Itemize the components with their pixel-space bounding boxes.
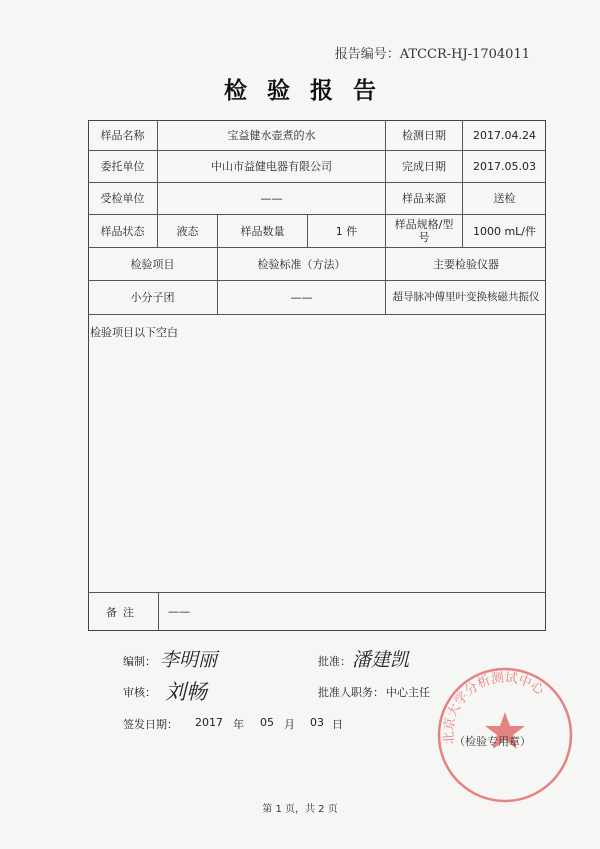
stamp-center-text: （检验专用章） — [454, 735, 531, 748]
issue-year: 2017 — [195, 716, 223, 729]
reviewed-label: 审核： — [123, 686, 156, 699]
finish-date-label: 完成日期 — [386, 151, 463, 182]
test-standard: —— — [218, 281, 386, 314]
state: 液态 — [158, 215, 218, 247]
sample-name: 宝益健水壶煮的水 — [158, 120, 386, 150]
remark-label: 备注 — [88, 593, 159, 631]
day-unit: 日 — [332, 718, 343, 731]
stamp-arc-text: 北京大学分析测试中心 — [441, 670, 547, 745]
table-row — [88, 248, 546, 281]
inspected: —— — [158, 183, 386, 214]
spec-label: 样品规格/型号 — [386, 215, 463, 247]
state-label: 样品状态 — [88, 215, 158, 247]
client: 中山市益健电器有限公司 — [158, 151, 386, 182]
report-number: 报告编号：ATCCR-HJ-1704011 — [334, 47, 530, 62]
spec: 1000 mL/件 — [472, 224, 537, 238]
issue-day: 03 — [310, 716, 324, 729]
qty-label: 样品数量 — [218, 215, 308, 247]
client-label: 委托单位 — [88, 151, 158, 182]
page-footer: 第 1 页，共 2 页 — [262, 804, 338, 815]
year-unit: 年 — [233, 718, 244, 731]
page-title: 检验报告 — [224, 78, 396, 104]
approved-signature: 潘建凯 — [352, 649, 410, 671]
instrument-label: 主要检验仪器 — [433, 257, 499, 271]
inspected-label: 受检单位 — [88, 183, 158, 214]
table-row — [88, 215, 546, 248]
test-item: 小分子团 — [88, 281, 218, 314]
table-row — [88, 151, 546, 183]
qty: 1 件 — [308, 215, 386, 247]
table-row — [88, 183, 546, 215]
issue-date-label: 签发日期： — [123, 718, 178, 731]
blank-note: 检验项目以下空白 — [90, 326, 178, 339]
sample-name-label: 样品名称 — [88, 120, 158, 150]
prepared-signature: 李明丽 — [160, 649, 218, 671]
test-date: 2017.04.24 — [473, 128, 536, 142]
source: 送检 — [493, 192, 516, 205]
remark-row — [88, 592, 546, 631]
approver-title: 中心主任 — [386, 686, 430, 699]
test-instrument: 超导脉冲傅里叶变换核磁共振仪 — [392, 291, 540, 303]
item-label: 检验项目 — [88, 248, 218, 280]
reviewed-signature: 刘畅 — [165, 680, 207, 704]
month-unit: 月 — [284, 718, 295, 731]
finish-date: 2017.05.03 — [473, 160, 536, 173]
issue-month: 05 — [260, 716, 274, 729]
test-date-label: 检测日期 — [386, 120, 463, 150]
table-row — [88, 281, 546, 315]
approver-title-label: 批准人职务： — [318, 686, 384, 699]
prepared-label: 编制： — [123, 655, 156, 668]
table-row — [88, 120, 546, 151]
standard-label: 检验标准（方法） — [218, 248, 386, 280]
approved-label: 批准： — [318, 655, 351, 668]
source-label: 样品来源 — [386, 183, 463, 214]
remark-value: —— — [168, 605, 190, 618]
